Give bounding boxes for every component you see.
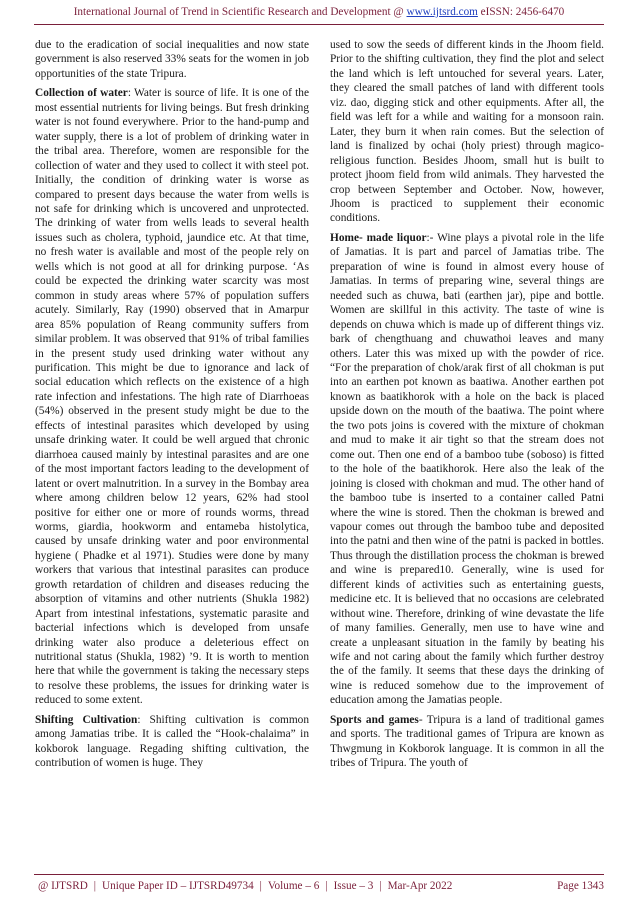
shifting-heading: Shifting Cultivation bbox=[35, 713, 138, 726]
footer-left: @ IJTSRD | Unique Paper ID – IJTSRD49734 | Volume – 6 | Issue – 3 | Mar-Apr 2022 bbox=[38, 880, 453, 892]
header-divider bbox=[34, 24, 604, 25]
journal-header bbox=[0, 6, 638, 18]
sports-paragraph bbox=[330, 713, 604, 771]
sports-heading: Sports and games bbox=[330, 713, 419, 726]
footer-divider bbox=[34, 874, 604, 875]
footer-paper-id: Unique Paper ID – IJTSRD49734 bbox=[102, 880, 254, 892]
intro-paragraph: due to the eradication of social inequalities and now state government is also reserved 33% seats for the women in job opportunities of the state Tripura. bbox=[35, 39, 309, 80]
journal-url-link[interactable]: www.ijtsrd.com bbox=[406, 6, 478, 18]
liquor-heading: Home- made liquor bbox=[330, 231, 427, 244]
journal-issn: eISSN: 2456-6470 bbox=[477, 6, 565, 18]
shifting-continuation: used to sow the seeds of different kinds in the Jhoom field. Prior to the shifting cultivation, they find the plot and select the land which is left untouched for several years. Later, they cleared the small patches of land with different tools viz. dao, digging stick and other equipments. After all, the field was left for a while and waiting for a monsoon rain. Later, they burn it when rain comes. But the selection of land is finalized by ochai (holy priest) through magico-religious function. Besides Jhoom, small hut is built to protect jhoom field from wild animals. They harvested the crop between September and October. Now, however, Jhoom is practiced to supplement their economic conditions. bbox=[330, 39, 604, 225]
footer-date: Mar-Apr 2022 bbox=[387, 880, 453, 892]
water-paragraph bbox=[35, 86, 309, 707]
shifting-paragraph bbox=[35, 713, 309, 771]
water-heading: Collection of water bbox=[35, 87, 128, 100]
page-footer bbox=[38, 880, 604, 892]
right-column bbox=[330, 38, 604, 874]
footer-publisher: @ IJTSRD bbox=[38, 880, 88, 892]
left-column bbox=[35, 38, 309, 874]
footer-volume: Volume – 6 bbox=[267, 880, 320, 892]
shifting-body: : Shifting cultivation is common among Jamatias tribe. It is called the “Hook-chalaima” in kokborok language. Regading shifting cultivation, the contribution of women is huge. They bbox=[35, 713, 309, 770]
liquor-paragraph bbox=[330, 231, 604, 708]
footer-issue: Issue – 3 bbox=[333, 880, 374, 892]
water-body: : Water is source of life. It is one of the most essential nutrients for living beings. But fresh drinking water is not found everywhere. Prior to the hand-pump and water supply, there is a lot of problem of drinking water in the tribal area. Therefore, women are responsible for the collection of water and they used to collect it with steel pot. Initially, the condition of drinking water is worse as compared to present days because the water from wells is not safe for drinking which is uncovered and unprotected. The drinking of water from wells leads to several health issues such as cholera, typhoid, jaundice etc. At that time, no fresh water is available and most of the people rely on wells which is not good at all for drinking purpose. ‘As could be expected the drinking water scarcity was most common in study areas where 57% of population suffers acutely. Similarly, Ray (1990) observed that in Amarpur area 85% population of Reang community suffers from similar problem. It was observed that 91% of tribal families in the present study used drinking water without any purification. This might be due to ignorance and lack of social education which reflects on the existence of a high rate infection and infestations. The high rate of Diarrhoeas (54%) observed in the present study might be due to the effects of intestinal parasites which developed by using unsafe drinking water. It could be well argued that chronic diarrhoea caused mainly by intestinal parasites and are one of the most important factors leading to the development of latent or overt malnutrition. In a survey in the Bombay area where among children below 12 years, 62% had stool positive for either one or more of rounds worms, thread worms, giardia, hookworm and entameba histolytica, caused by unsafe drinking water and poor environmental hygiene ( Phadke et al 1971). Studies were done by many workers that various that intestinal parasites can produce growth retardation of children and diseases reducing the absorption of vitamins and other nutrients (Shukla 1982) Apart from intestinal infestations, systematic parasite and bacterial infections which is developed from unsafe drinking water also produce a deleterious effect on nutritional status (Shukla, 1982) ’9. It is worth to mention here that while the government is taking the necessary steps to resolve these problems, the issues for drinking water is reduced to some extent. bbox=[35, 87, 309, 707]
journal-title: International Journal of Trend in Scientific Research and Development @ bbox=[73, 6, 407, 18]
liquor-body: :- Wine plays a pivotal role in the life of Jamatias. It is part and parcel of Jamatias tribe. The preparation of wine is found in almost every house of Jamatias. In terms of preparing wine, several things are needed such as chuwa, bati (earthen jar), pipe and bottle. Women are skillful in this activity. The taste of wine is depends on chuwa which is made up of different things viz. bark of chengthuang and chuwathoi leaves and many others. Later this was mixed up with the powder of rice. “For the preparation of chok/arak first of all chokman is put into an earthen pot known as baatiwa. Another earthen pot known as baatikhorok with a hole on the back is placed upside down on the mouth of the baatiwa. The point where the two pots joins is covered with the mixture of chokman and mud to make it air tight so that the stream does not come out. Then one end of a bamboo tube (soboso) is fitted to the hole of the baatikhorok. Here also the leak of the joining is closed with chokman and mud. The other hand of the bamboo tube is inserted to a container called Patni where the wine is stored. Then the chokman is brewed and vapour comes out through the bamboo tube and deposited into the patni and then wine of the patni is packed in bottles. Thus through the distillation process the chokman is brewed and wine is prepared10. Generally, wine is used for different kinds of activities such as entertaining guests, medicine etc. It is believed that no occasions are celebrated without wine. Therefore, drinking of wine devastate the life of many families. Generally, men use to have wine and create a unpleasant situation in the family by beating his wife and not caring about the family which further destroy the of the family. It seems that these days the drinking of wine is reduced somehow due to the improvement of education among the Jamatias people. bbox=[330, 231, 604, 707]
sports-body: - Tripura is a land of traditional games and sports. The traditional games of Tripura are known as Thwgmung in Kokborok language. It is common in all the tribes of Tripura. The youth of bbox=[330, 713, 604, 770]
footer-page-number: Page 1343 bbox=[557, 880, 604, 892]
